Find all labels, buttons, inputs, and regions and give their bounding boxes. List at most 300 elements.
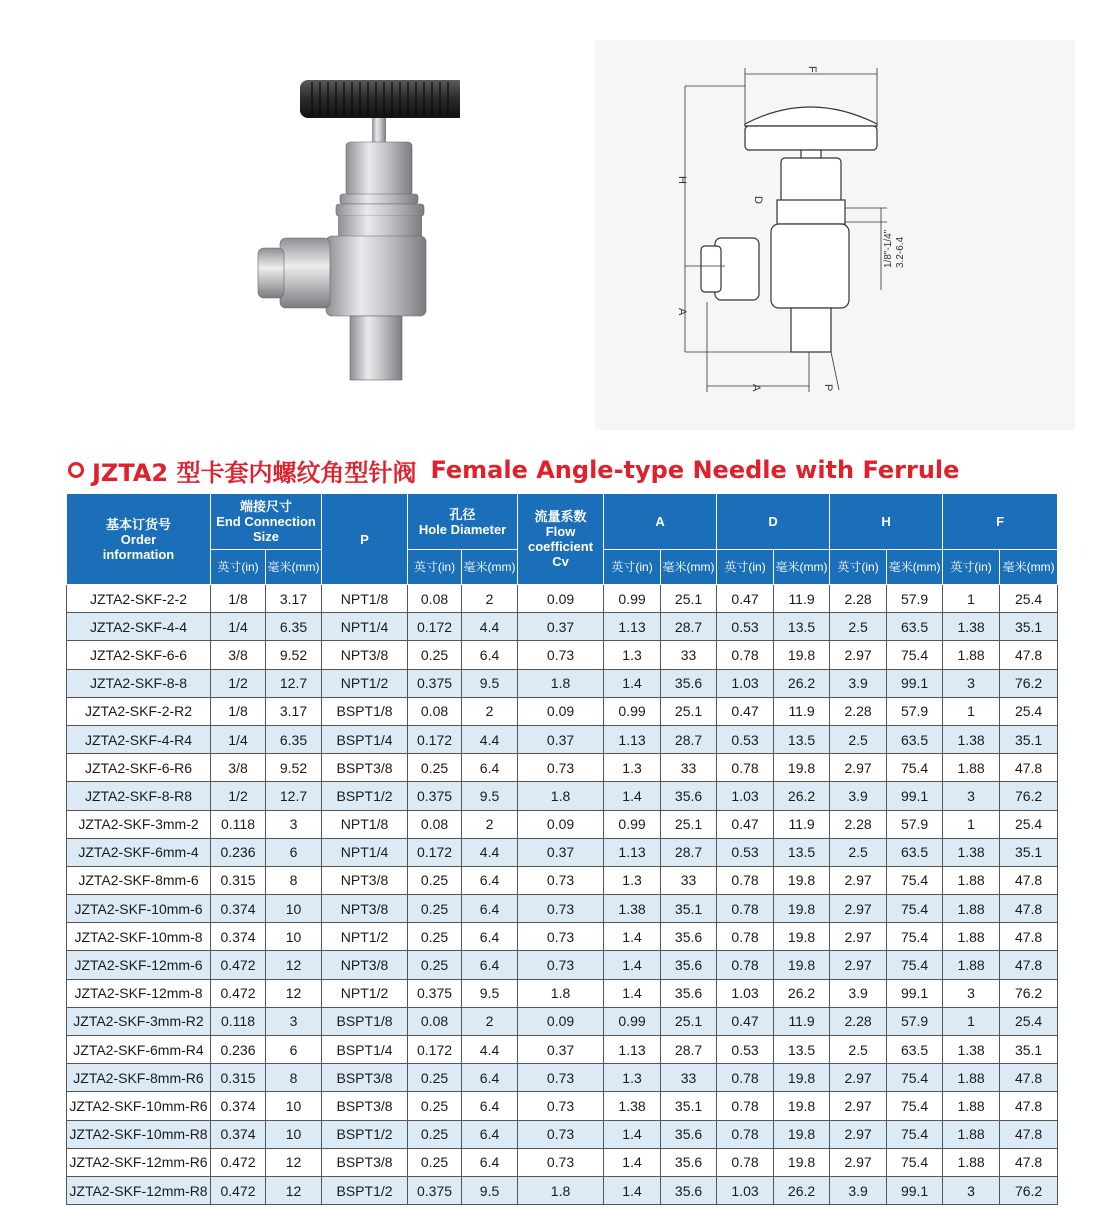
cell-thread-p: BSPT3/8 <box>322 754 408 782</box>
table-row <box>67 1007 1058 1035</box>
cell-hole-in: 0.25 <box>408 1092 462 1120</box>
cell-flow-cv: 0.37 <box>518 725 604 753</box>
cell-h-mm: 99.1 <box>887 669 943 697</box>
cell-flow-cv: 0.73 <box>518 1148 604 1176</box>
cell-h-in: 2.5 <box>830 613 887 641</box>
cell-d-in: 0.47 <box>717 810 774 838</box>
section-title <box>68 452 1068 488</box>
cell-size-mm: 10 <box>266 1092 322 1120</box>
cell-order-number: JZTA2-SKF-12mm-8 <box>67 979 211 1007</box>
cell-f-mm: 76.2 <box>1000 979 1058 1007</box>
cell-d-in: 0.78 <box>717 951 774 979</box>
cell-a-mm: 28.7 <box>661 725 717 753</box>
cell-size-mm: 8 <box>266 1064 322 1092</box>
cell-h-mm: 57.9 <box>887 810 943 838</box>
cell-thread-p: BSPT1/4 <box>322 1036 408 1064</box>
cell-order-number: JZTA2-SKF-6-6 <box>67 641 211 669</box>
header-hole-en: Hole Diameter <box>418 521 507 537</box>
cell-hole-in: 0.25 <box>408 1148 462 1176</box>
cell-size-in: 0.374 <box>211 895 266 923</box>
cell-d-in: 0.47 <box>717 697 774 725</box>
cell-a-mm: 35.6 <box>661 923 717 951</box>
cell-thread-p: BSPT1/8 <box>322 697 408 725</box>
cell-h-mm: 99.1 <box>887 782 943 810</box>
cell-a-in: 1.4 <box>604 669 661 697</box>
cell-thread-p: NPT1/4 <box>322 613 408 641</box>
cell-order-number: JZTA2-SKF-10mm-R8 <box>67 1120 211 1148</box>
cell-hole-in: 0.25 <box>408 641 462 669</box>
cell-h-mm: 75.4 <box>887 923 943 951</box>
cell-size-mm: 9.52 <box>266 754 322 782</box>
cell-hole-mm: 4.4 <box>462 1036 518 1064</box>
cell-flow-cv: 1.8 <box>518 1176 604 1204</box>
cell-a-in: 1.38 <box>604 895 661 923</box>
cell-f-in: 1.88 <box>943 1148 1000 1176</box>
cell-f-mm: 47.8 <box>1000 895 1058 923</box>
cell-size-mm: 8 <box>266 866 322 894</box>
cell-size-mm: 6.35 <box>266 725 322 753</box>
cell-order-number: JZTA2-SKF-12mm-R8 <box>67 1176 211 1204</box>
cell-a-in: 0.99 <box>604 585 661 613</box>
cell-hole-mm: 2 <box>462 585 518 613</box>
cell-thread-p: BSPT1/2 <box>322 782 408 810</box>
cell-h-in: 2.97 <box>830 1120 887 1148</box>
cell-order-number: JZTA2-SKF-3mm-2 <box>67 810 211 838</box>
cell-hole-in: 0.25 <box>408 951 462 979</box>
cell-h-in: 3.9 <box>830 979 887 1007</box>
header-h: H <box>830 494 943 550</box>
label-f: F <box>806 66 818 73</box>
cell-h-in: 3.9 <box>830 1176 887 1204</box>
cell-order-number: JZTA2-SKF-8-R8 <box>67 782 211 810</box>
cell-thread-p: NPT3/8 <box>322 951 408 979</box>
cell-thread-p: NPT3/8 <box>322 641 408 669</box>
cell-a-in: 1.4 <box>604 923 661 951</box>
cell-h-in: 2.97 <box>830 923 887 951</box>
cell-a-mm: 35.6 <box>661 782 717 810</box>
header-end-connection-en: End Connection <box>216 514 316 529</box>
cell-a-mm: 33 <box>661 641 717 669</box>
cell-d-mm: 19.8 <box>774 754 830 782</box>
table-row <box>67 1036 1058 1064</box>
cell-hole-mm: 2 <box>462 1007 518 1035</box>
cell-thread-p: BSPT1/4 <box>322 725 408 753</box>
cell-a-in: 1.4 <box>604 1176 661 1204</box>
cell-f-mm: 47.8 <box>1000 1148 1058 1176</box>
cell-f-mm: 47.8 <box>1000 866 1058 894</box>
cell-h-mm: 99.1 <box>887 1176 943 1204</box>
cell-size-mm: 12 <box>266 951 322 979</box>
cell-h-mm: 75.4 <box>887 895 943 923</box>
cell-d-in: 0.78 <box>717 895 774 923</box>
cell-d-in: 0.78 <box>717 1092 774 1120</box>
cell-thread-p: BSPT1/2 <box>322 1176 408 1204</box>
cell-hole-mm: 6.4 <box>462 866 518 894</box>
cell-d-mm: 11.9 <box>774 810 830 838</box>
cell-flow-cv: 0.09 <box>518 697 604 725</box>
cell-h-in: 2.28 <box>830 810 887 838</box>
cell-h-in: 2.5 <box>830 725 887 753</box>
subheader-in: 英寸(in) <box>830 550 887 585</box>
table-row <box>67 895 1058 923</box>
cell-thread-p: NPT1/8 <box>322 810 408 838</box>
cell-flow-cv: 0.73 <box>518 951 604 979</box>
cell-size-mm: 3 <box>266 810 322 838</box>
cell-thread-p: NPT1/8 <box>322 585 408 613</box>
cell-flow-cv: 0.73 <box>518 641 604 669</box>
header-order <box>67 494 211 585</box>
cell-a-in: 1.4 <box>604 951 661 979</box>
cell-d-mm: 19.8 <box>774 641 830 669</box>
table-row <box>67 1064 1058 1092</box>
label-a-vertical: A <box>676 308 688 316</box>
cell-d-in: 1.03 <box>717 1176 774 1204</box>
cell-size-mm: 12 <box>266 1176 322 1204</box>
cell-order-number: JZTA2-SKF-10mm-R6 <box>67 1092 211 1120</box>
cell-h-in: 2.28 <box>830 1007 887 1035</box>
label-a-horizontal: A <box>750 384 762 392</box>
cell-a-in: 1.13 <box>604 725 661 753</box>
cell-f-in: 1.88 <box>943 754 1000 782</box>
cell-hole-mm: 6.4 <box>462 895 518 923</box>
cell-d-mm: 13.5 <box>774 613 830 641</box>
cell-h-in: 2.97 <box>830 895 887 923</box>
cell-h-mm: 57.9 <box>887 1007 943 1035</box>
cell-f-in: 1.88 <box>943 1064 1000 1092</box>
cell-a-mm: 25.1 <box>661 1007 717 1035</box>
table-row <box>67 697 1058 725</box>
cell-h-mm: 57.9 <box>887 585 943 613</box>
spec-table-body <box>67 585 1058 1205</box>
cell-h-in: 2.97 <box>830 754 887 782</box>
cell-d-in: 1.03 <box>717 669 774 697</box>
cell-a-mm: 25.1 <box>661 697 717 725</box>
cell-d-in: 0.53 <box>717 838 774 866</box>
cell-size-mm: 6.35 <box>266 613 322 641</box>
cell-size-in: 1/2 <box>211 782 266 810</box>
cell-size-in: 0.118 <box>211 1007 266 1035</box>
header-hole-cn: 孔径 <box>449 506 476 522</box>
cell-d-mm: 19.8 <box>774 866 830 894</box>
cell-d-mm: 13.5 <box>774 1036 830 1064</box>
cell-a-mm: 33 <box>661 1064 717 1092</box>
cell-f-mm: 76.2 <box>1000 1176 1058 1204</box>
cell-a-in: 1.4 <box>604 979 661 1007</box>
cell-a-mm: 35.6 <box>661 669 717 697</box>
cell-h-in: 2.28 <box>830 585 887 613</box>
table-row <box>67 725 1058 753</box>
cell-h-in: 2.97 <box>830 1064 887 1092</box>
cell-a-in: 0.99 <box>604 810 661 838</box>
cell-f-in: 1.38 <box>943 1036 1000 1064</box>
cell-d-in: 0.47 <box>717 1007 774 1035</box>
cell-f-mm: 47.8 <box>1000 1120 1058 1148</box>
cell-hole-in: 0.172 <box>408 838 462 866</box>
cell-hole-mm: 6.4 <box>462 923 518 951</box>
cell-f-mm: 25.4 <box>1000 1007 1058 1035</box>
table-row <box>67 951 1058 979</box>
cell-h-in: 2.28 <box>830 697 887 725</box>
cell-d-mm: 13.5 <box>774 838 830 866</box>
cell-d-in: 0.78 <box>717 641 774 669</box>
cell-f-mm: 47.8 <box>1000 1064 1058 1092</box>
cell-a-in: 1.38 <box>604 1092 661 1120</box>
cell-h-mm: 63.5 <box>887 838 943 866</box>
table-row <box>67 810 1058 838</box>
cell-d-in: 0.78 <box>717 754 774 782</box>
subheader-mm: 毫米(mm) <box>462 550 518 585</box>
cell-h-mm: 63.5 <box>887 613 943 641</box>
cell-thread-p: BSPT1/8 <box>322 1007 408 1035</box>
header-order-en: Order <box>120 531 157 547</box>
cell-order-number: JZTA2-SKF-3mm-R2 <box>67 1007 211 1035</box>
table-row <box>67 923 1058 951</box>
header-end-connection-en2: Size <box>253 529 280 544</box>
cell-d-in: 0.78 <box>717 1120 774 1148</box>
cell-hole-in: 0.08 <box>408 585 462 613</box>
header-flow-cn: 流量系数 <box>534 509 587 524</box>
label-port-size: 1/8"-1/4" <box>883 229 894 268</box>
cell-f-mm: 76.2 <box>1000 782 1058 810</box>
header-order-cn: 基本订货号 <box>105 516 171 532</box>
cell-h-mm: 75.4 <box>887 1120 943 1148</box>
cell-size-in: 1/8 <box>211 697 266 725</box>
cell-a-in: 1.13 <box>604 838 661 866</box>
subheader-mm: 毫米(mm) <box>1000 550 1058 585</box>
label-d: D <box>752 196 764 204</box>
cell-flow-cv: 0.73 <box>518 754 604 782</box>
cell-size-in: 0.315 <box>211 1064 266 1092</box>
cell-order-number: JZTA2-SKF-10mm-8 <box>67 923 211 951</box>
cell-hole-in: 0.375 <box>408 669 462 697</box>
cell-size-mm: 6 <box>266 838 322 866</box>
cell-thread-p: NPT1/2 <box>322 669 408 697</box>
cell-d-mm: 19.8 <box>774 923 830 951</box>
cell-h-in: 2.5 <box>830 1036 887 1064</box>
cell-order-number: JZTA2-SKF-6-R6 <box>67 754 211 782</box>
cell-hole-mm: 4.4 <box>462 613 518 641</box>
cell-a-in: 0.99 <box>604 697 661 725</box>
cell-f-in: 1 <box>943 585 1000 613</box>
cell-order-number: JZTA2-SKF-8mm-6 <box>67 866 211 894</box>
cell-flow-cv: 0.37 <box>518 838 604 866</box>
cell-flow-cv: 0.09 <box>518 810 604 838</box>
cell-flow-cv: 0.37 <box>518 613 604 641</box>
cell-size-mm: 3 <box>266 1007 322 1035</box>
cell-size-mm: 9.52 <box>266 641 322 669</box>
cell-d-in: 0.53 <box>717 613 774 641</box>
cell-order-number: JZTA2-SKF-2-2 <box>67 585 211 613</box>
table-row <box>67 1120 1058 1148</box>
cell-a-mm: 35.6 <box>661 1120 717 1148</box>
cell-flow-cv: 0.73 <box>518 1092 604 1120</box>
cell-a-in: 1.4 <box>604 782 661 810</box>
subheader-in: 英寸(in) <box>717 550 774 585</box>
cell-f-mm: 47.8 <box>1000 923 1058 951</box>
cell-hole-in: 0.172 <box>408 1036 462 1064</box>
cell-thread-p: NPT1/2 <box>322 979 408 1007</box>
cell-hole-in: 0.375 <box>408 1176 462 1204</box>
cell-h-in: 2.97 <box>830 951 887 979</box>
cell-a-in: 1.4 <box>604 1120 661 1148</box>
cell-flow-cv: 0.09 <box>518 585 604 613</box>
header-flow-en2: coefficient <box>528 539 594 554</box>
table-row <box>67 838 1058 866</box>
cell-hole-mm: 6.4 <box>462 641 518 669</box>
cell-f-mm: 25.4 <box>1000 810 1058 838</box>
cell-f-in: 1.38 <box>943 725 1000 753</box>
cell-flow-cv: 1.8 <box>518 979 604 1007</box>
cell-a-mm: 35.6 <box>661 1148 717 1176</box>
cell-hole-mm: 9.5 <box>462 979 518 1007</box>
cell-size-in: 0.472 <box>211 979 266 1007</box>
subheader-in: 英寸(in) <box>408 550 462 585</box>
cell-size-in: 0.236 <box>211 1036 266 1064</box>
table-row <box>67 1176 1058 1204</box>
cell-d-in: 0.53 <box>717 725 774 753</box>
cell-size-mm: 10 <box>266 895 322 923</box>
cell-a-in: 1.4 <box>604 1148 661 1176</box>
cell-thread-p: BSPT3/8 <box>322 1064 408 1092</box>
cell-size-in: 0.472 <box>211 1176 266 1204</box>
cell-hole-in: 0.375 <box>408 979 462 1007</box>
cell-h-in: 2.97 <box>830 1148 887 1176</box>
cell-hole-in: 0.25 <box>408 866 462 894</box>
cell-flow-cv: 0.73 <box>518 895 604 923</box>
cell-h-in: 2.5 <box>830 838 887 866</box>
subheader-in: 英寸(in) <box>943 550 1000 585</box>
cell-h-mm: 75.4 <box>887 1092 943 1120</box>
cell-f-mm: 47.8 <box>1000 1092 1058 1120</box>
cell-a-mm: 35.6 <box>661 1176 717 1204</box>
header-d: D <box>717 494 830 550</box>
table-row <box>67 866 1058 894</box>
cell-a-in: 1.13 <box>604 1036 661 1064</box>
header-order-en2: information <box>102 546 175 562</box>
cell-d-mm: 19.8 <box>774 895 830 923</box>
cell-h-mm: 63.5 <box>887 1036 943 1064</box>
cell-f-mm: 47.8 <box>1000 754 1058 782</box>
cell-thread-p: NPT1/2 <box>322 923 408 951</box>
table-row <box>67 979 1058 1007</box>
header-flow-cv: Cv <box>552 554 569 569</box>
header-end-connection <box>211 494 322 550</box>
cell-d-mm: 13.5 <box>774 725 830 753</box>
cell-d-in: 0.78 <box>717 1064 774 1092</box>
cell-size-mm: 10 <box>266 923 322 951</box>
cell-thread-p: BSPT1/2 <box>322 1120 408 1148</box>
cell-size-in: 0.472 <box>211 1148 266 1176</box>
cell-flow-cv: 0.73 <box>518 1064 604 1092</box>
cell-hole-mm: 6.4 <box>462 754 518 782</box>
cell-h-mm: 75.4 <box>887 866 943 894</box>
cell-f-mm: 35.1 <box>1000 613 1058 641</box>
cell-h-in: 2.97 <box>830 1092 887 1120</box>
cell-hole-mm: 6.4 <box>462 951 518 979</box>
cell-d-mm: 19.8 <box>774 1064 830 1092</box>
cell-f-in: 3 <box>943 1176 1000 1204</box>
cell-hole-mm: 2 <box>462 810 518 838</box>
header-end-connection-cn: 端接尺寸 <box>240 499 293 514</box>
subheader-in: 英寸(in) <box>604 550 661 585</box>
cell-flow-cv: 1.8 <box>518 782 604 810</box>
cell-size-in: 0.118 <box>211 810 266 838</box>
cell-d-mm: 26.2 <box>774 979 830 1007</box>
cell-a-mm: 35.1 <box>661 1092 717 1120</box>
cell-h-mm: 63.5 <box>887 725 943 753</box>
valve-photo <box>240 70 460 390</box>
header-p: P <box>322 494 408 585</box>
cell-order-number: JZTA2-SKF-10mm-6 <box>67 895 211 923</box>
cell-flow-cv: 1.8 <box>518 669 604 697</box>
cell-d-in: 0.78 <box>717 923 774 951</box>
table-row <box>67 754 1058 782</box>
cell-f-mm: 35.1 <box>1000 838 1058 866</box>
cell-d-in: 0.53 <box>717 1036 774 1064</box>
cell-order-number: JZTA2-SKF-12mm-R6 <box>67 1148 211 1176</box>
cell-d-mm: 19.8 <box>774 1092 830 1120</box>
cell-thread-p: BSPT3/8 <box>322 1148 408 1176</box>
cell-size-in: 1/8 <box>211 585 266 613</box>
cell-size-in: 3/8 <box>211 641 266 669</box>
cell-order-number: JZTA2-SKF-6mm-R4 <box>67 1036 211 1064</box>
cell-a-mm: 35.1 <box>661 895 717 923</box>
cell-a-mm: 28.7 <box>661 613 717 641</box>
cell-hole-mm: 2 <box>462 697 518 725</box>
cell-a-mm: 25.1 <box>661 585 717 613</box>
table-row <box>67 613 1058 641</box>
cell-order-number: JZTA2-SKF-8mm-R6 <box>67 1064 211 1092</box>
subheader-mm: 毫米(mm) <box>661 550 717 585</box>
cell-size-in: 1/4 <box>211 613 266 641</box>
cell-hole-mm: 6.4 <box>462 1120 518 1148</box>
cell-f-in: 3 <box>943 669 1000 697</box>
title-english: Female Angle-type Needle with Ferrule <box>430 456 960 484</box>
cell-a-mm: 28.7 <box>661 1036 717 1064</box>
cell-f-in: 1.88 <box>943 923 1000 951</box>
cell-d-mm: 11.9 <box>774 697 830 725</box>
cell-flow-cv: 0.73 <box>518 1120 604 1148</box>
cell-hole-in: 0.375 <box>408 782 462 810</box>
cell-size-in: 0.374 <box>211 1092 266 1120</box>
cell-d-mm: 26.2 <box>774 782 830 810</box>
cell-size-mm: 3.17 <box>266 697 322 725</box>
cell-hole-mm: 9.5 <box>462 782 518 810</box>
cell-a-mm: 25.1 <box>661 810 717 838</box>
cell-a-in: 1.3 <box>604 1064 661 1092</box>
cell-f-in: 1.88 <box>943 895 1000 923</box>
cell-size-mm: 12.7 <box>266 669 322 697</box>
cell-order-number: JZTA2-SKF-6mm-4 <box>67 838 211 866</box>
cell-order-number: JZTA2-SKF-8-8 <box>67 669 211 697</box>
table-row <box>67 669 1058 697</box>
cell-f-mm: 47.8 <box>1000 951 1058 979</box>
cell-d-mm: 26.2 <box>774 1176 830 1204</box>
cell-f-in: 1.38 <box>943 613 1000 641</box>
cell-size-in: 3/8 <box>211 754 266 782</box>
cell-a-mm: 35.6 <box>661 951 717 979</box>
cell-a-in: 0.99 <box>604 1007 661 1035</box>
cell-f-mm: 76.2 <box>1000 669 1058 697</box>
cell-size-mm: 12.7 <box>266 782 322 810</box>
cell-f-in: 1.88 <box>943 1092 1000 1120</box>
cell-f-in: 1.38 <box>943 838 1000 866</box>
cell-f-in: 1 <box>943 810 1000 838</box>
cell-f-in: 1.88 <box>943 1120 1000 1148</box>
cell-d-in: 1.03 <box>717 782 774 810</box>
cell-f-mm: 35.1 <box>1000 1036 1058 1064</box>
cell-flow-cv: 0.37 <box>518 1036 604 1064</box>
